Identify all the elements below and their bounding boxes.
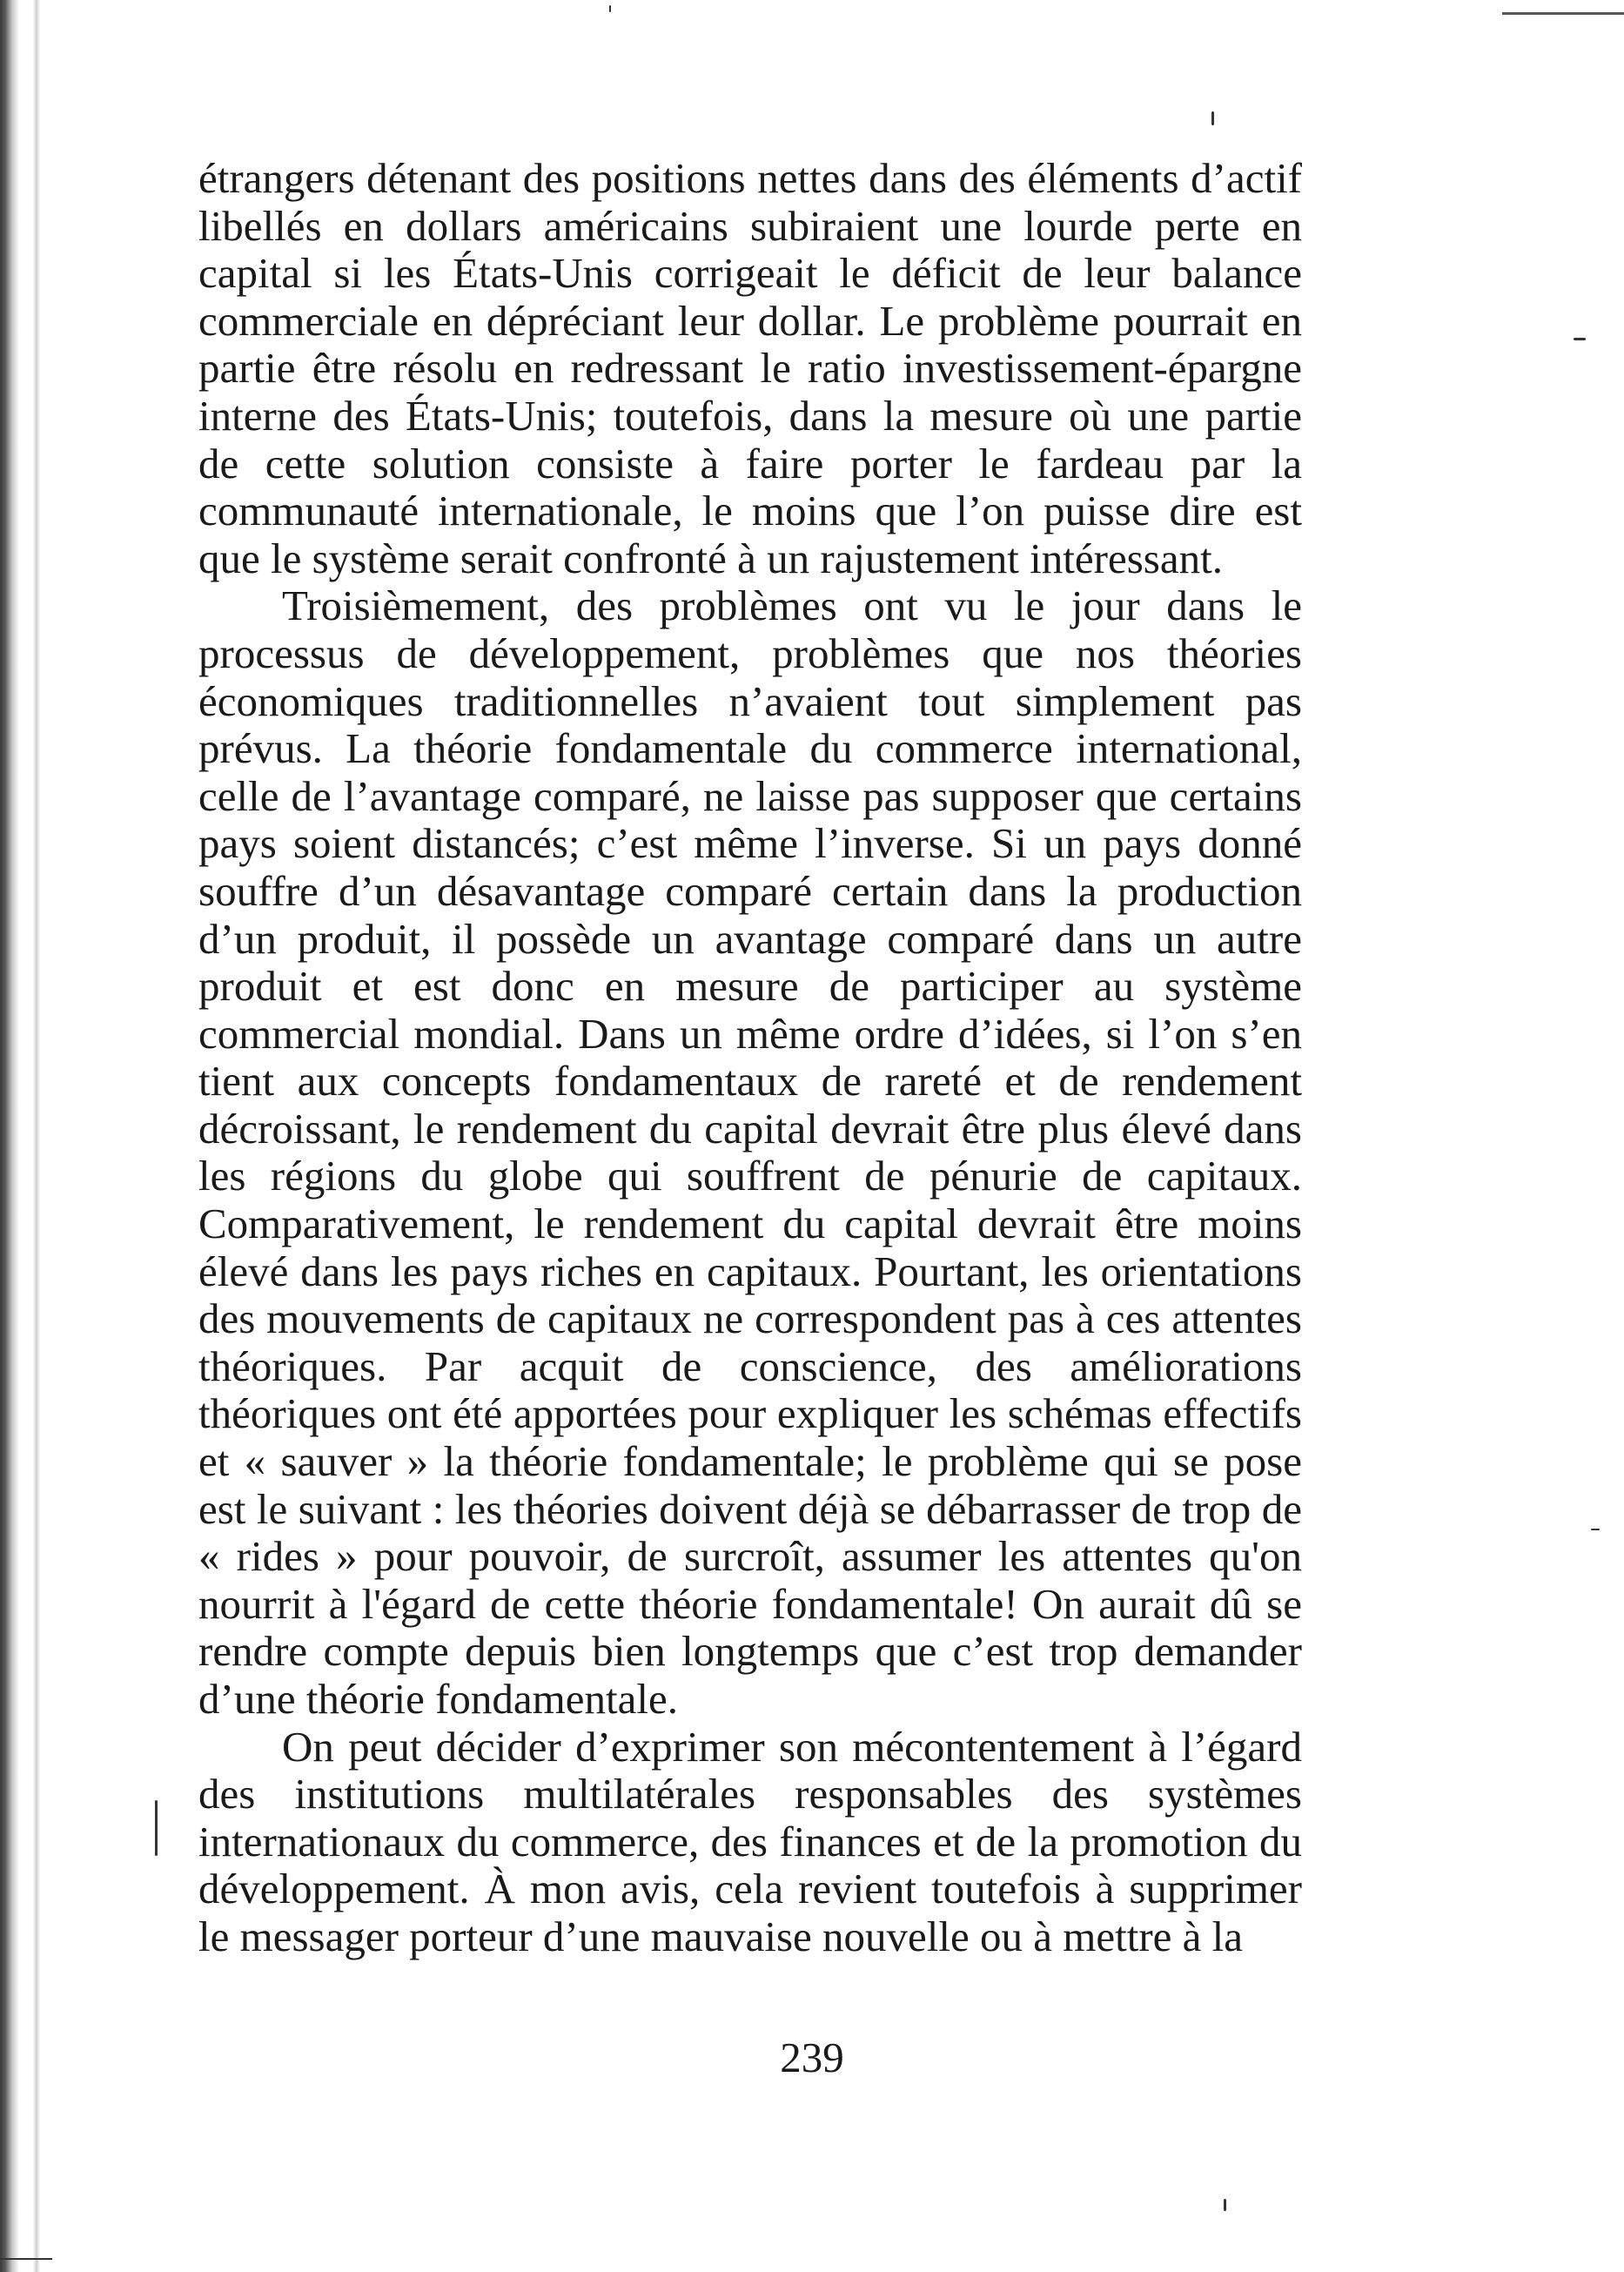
scan-binding-tick	[0, 2258, 52, 2272]
paragraph-2: Troisièmement, des problèmes ont vu le jour dans le processus de développement, problèmes que nos théories économiques traditionnelles n’avaient tout simplement pas prévus. La théorie fondamentale du commerce international, celle de l’avantage comparé, ne laisse pas supposer que certains pays soient distancés; c’est même l’inverse. Si un pays donné souffre d’un désavantage comparé certain dans la production d’un produit, il possède un avantage comparé dans un autre produit et est donc en mesure de participer au système commercial mondial. Dans un même ordre d’idées, si l’on s’en tient aux concepts fondamentaux de rareté et de rendement décroissant, le rendement du capital devrait être plus élevé dans les régions du globe qui souffrent de pénurie de capitaux. Comparativement, le rendement du capital devrait être moins élevé dans les pays riches en capitaux. Pourtant, les orientations des mouvements de capitaux ne correspondent pas à ces attentes théoriques. Par acquit de conscience, des améliorations théoriques ont été apportées pour expliquer les schémas effectifs et « sauver » la théorie fondamentale; le problème qui se pose est le suivant : les théories doivent déjà se débarrasser de trop de « rides » pour pouvoir, de surcroît, assumer les attentes qu'on nourrit à l'égard de cette théorie fondamentale! On aurait dû se rendre compte depuis bien longtemps que c’est trop demander d’une théorie fondamentale.	[198, 581, 1302, 1723]
scan-speck	[155, 1800, 158, 1856]
scan-speck	[1224, 2199, 1226, 2211]
scan-speck	[1574, 338, 1586, 340]
paragraph-3: On peut décider d’exprimer son mécontentement à l’égard des institutions multilatérales responsables des systèmes internationaux du commerce, des finances et de la promotion du développement. À mon avis, cela revient toutefois à supprimer le messager porteur d’une mauvaise nouvelle ou à mettre à la	[198, 1722, 1302, 1960]
page-number: 239	[780, 2033, 844, 2081]
scan-speck	[1211, 111, 1214, 125]
scan-top-rule	[1502, 12, 1624, 15]
body-text	[198, 155, 1302, 1961]
scan-binding-edge	[0, 0, 61, 2272]
paragraph-1: étrangers détenant des positions nettes dans des éléments d’actif libellés en dollars américains subiraient une lourde perte en capital si les États-Unis corrigeait le déficit de leur balance commerciale en dépréciant leur dollar. Le problème pourrait en partie être résolu en redressant le ratio investissement-épargne interne des États-Unis; toutefois, dans la mesure où une partie de cette solution consiste à faire porter le fardeau par la communauté internationale, le moins que l’on puisse dire est que le système serait confronté à un rajustement intéressant.	[198, 154, 1302, 582]
scan-speck	[609, 5, 611, 12]
scan-speck	[1591, 1529, 1600, 1530]
